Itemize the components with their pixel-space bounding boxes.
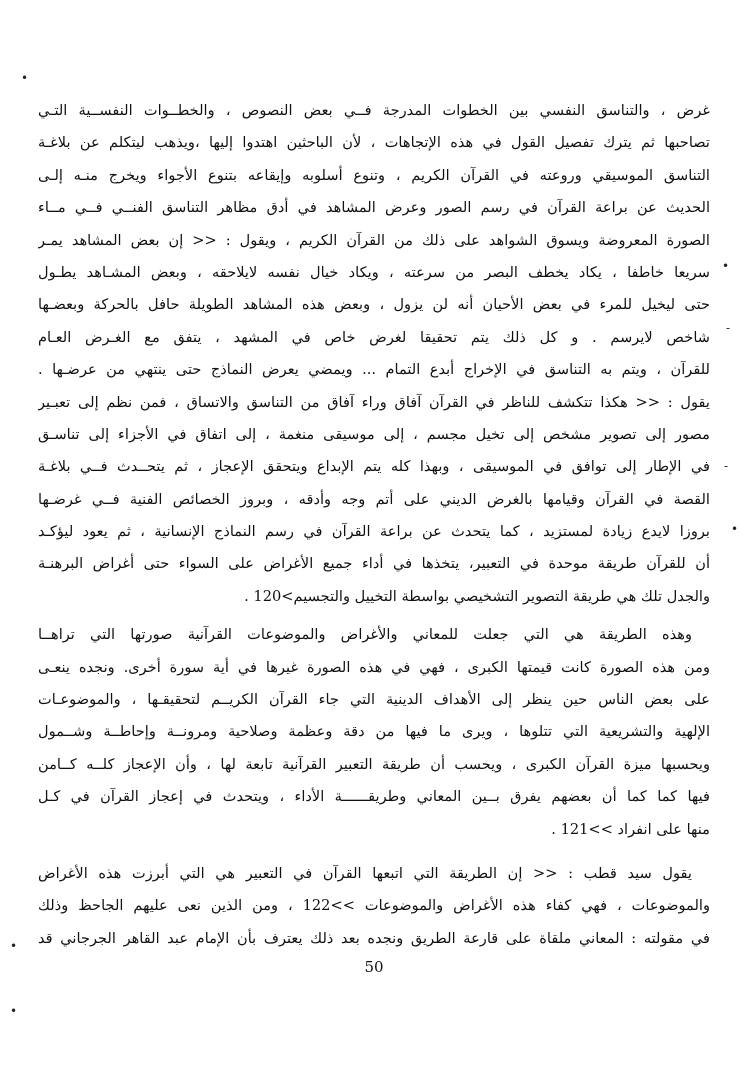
- text-line: الحديث عن براعة القرآن في رسم الصور وعرض المشاهد في أدق مظاهر التناسق الفنــي فــي مــاء: [38, 199, 710, 217]
- page-number: 50: [364, 958, 384, 976]
- text-line: والموضوعات ، فهي كفاء هذه الأغراض والموضوعات >>122 ، ومن الذين نعى عليهم الجاحظ وذلك: [38, 897, 710, 915]
- text-line: وهذه الطريقة هي التي جعلت للمعاني والأغراض والموضوعات القرآنية صورتها التي تراهــا: [38, 626, 692, 644]
- text-line: تصاحبها ثم يترك تفصيل القول في هذه الإتجاهات ، لأن الباحثين اهتدوا إليها ،ويذهب ليتكلم عن بلاغـة: [38, 134, 710, 152]
- text-line: الإلهية والتشريعية التي تتلوها ، ويرى ما فيها من دقة وعظمة وصلاحية ومرونــة وإحاطــة وشــمول: [38, 723, 710, 741]
- text-line: أن للقرآن طريقة موحدة في التعبير، يتخذها في أداء جميع الأغراض على السواء حتى أغراض البرهنـة: [38, 555, 710, 573]
- text-line: القصة في القرآن وقيامها بالغرض الديني على أتم وجه وأدقه ، وبروز الخصائص الفنية فــي غرضـها: [38, 490, 710, 508]
- text-line: يقول سيد قطب : << إن الطريقة التي اتبعها القرآن في التعبير هي التي أبرزت هذه الأغراض: [38, 864, 692, 882]
- scan-speck: -: [724, 459, 729, 473]
- text-line: الصورة المعروضة ويسوق الشواهد على ذلك من القرآن الكريم ، ويقول : << إن بعض المشاهد يمـر: [38, 231, 710, 249]
- text-line: شاخص لايرسم . و كل ذلك يتم تحقيقا لغرض خاص في المشهد ، يتفق مع الغـرض العـام: [38, 328, 710, 346]
- text-line: حتى ليخيل للمرء في بعض الأحيان أنه لن يزول ، وبعض هذه المشاهد الطويلة حافل بالحركة وبعضـها: [38, 296, 710, 314]
- scan-speck: •: [10, 1004, 18, 1018]
- text-line: التناسق الموسيقي وروعته في القرآن الكريم ، وتنوع أسلوبه وإيقاعه بتنوع الأجواء ويخرج منـه إلـى: [38, 166, 710, 184]
- text-line: مصور إلى تصوير مشخص إلى تخيل مجسم ، إلى موسيقى منغمة ، إلى اتفاق في الأجزاء إلى تناسـق: [38, 425, 710, 443]
- text-line: ومن هذه الصورة كانت قيمتها الكبرى ، فهي في هذه الصورة غيرها في أية سورة أخرى. ونجده ينعـى: [38, 658, 710, 676]
- text-line: سريعا خاطفا ، يكاد يخطف البصر من سرعته ، ويكاد خيال نفسه لايلاحقه ، وبعض المشـاهد يطـول: [38, 263, 710, 281]
- scan-speck: -: [726, 321, 731, 335]
- text-line: على بعض الناس حين ينظر إلى الأهداف الدينية التي جاء القرآن الكريــم لتحقيقـها ، والموضوعـات: [38, 691, 710, 709]
- text-line: للقرآن ، ويتم به التناسق في الإخراج أبدع التمام ... ويمضي يعرض النماذج حتى ينتهي من عرضـها .: [38, 361, 710, 379]
- text-line: في الإطار إلى توافق في الموسيقى ، وبهذا كله يتم الإبداع ويتحقق الإعجاز ، ثم يتحــدث فــي بلاغـة: [38, 458, 710, 476]
- text-line: والجدل تلك هي طريقة التصوير التشخيصي بواسطة التخييل والتجسيم>120 .: [244, 587, 710, 605]
- scan-speck: •: [731, 522, 739, 536]
- body-text: [38, 95, 710, 955]
- text-line: يقول : << هكذا تتكشف للناظر في القرآن آفاق وراء آفاق من التناسق والاتساق ، فمن نظم إلى تعبـير: [38, 393, 710, 411]
- paragraph-3: [38, 619, 710, 846]
- paragraph-2: [38, 387, 710, 614]
- paragraph-4: [38, 858, 710, 955]
- text-line: منها على انفراد >>121 .: [551, 820, 710, 838]
- text-line: غرض ، والتناسق النفسي بين الخطوات المدرجة فــي بعض النصوص ، والخطــوات النفســية التـي: [38, 102, 710, 119]
- text-line: فيها كما كما أن بعضهم يفرق بــين المعاني وطريقــــــة الأداء ، ويتحدث في إعجاز القرآن في كـل: [38, 788, 710, 806]
- text-line: بروزا لايدع زيادة لمستزيد ، كما يتحدث عن براعة القرآن في رسم النماذج الإنسانية ، ثم يعود ليؤكـد: [38, 523, 710, 541]
- paragraph-1: [38, 95, 710, 387]
- scan-speck: •: [10, 939, 18, 953]
- scan-speck: •: [722, 259, 730, 273]
- text-line: ويحسبها ميزة القرآن الكبرى ، ويحسب أن طريقة التعبير القرآنية تابعة لها ، وأن الإعجاز كلــه كــامن: [38, 755, 710, 773]
- text-line: في مقولته : المعاني ملقاة على قارعة الطريق ونجده بعد ذلك يعترف بأن الإمام عبد القاهر الجرجاني قد: [38, 929, 710, 947]
- scan-speck: •: [21, 71, 29, 85]
